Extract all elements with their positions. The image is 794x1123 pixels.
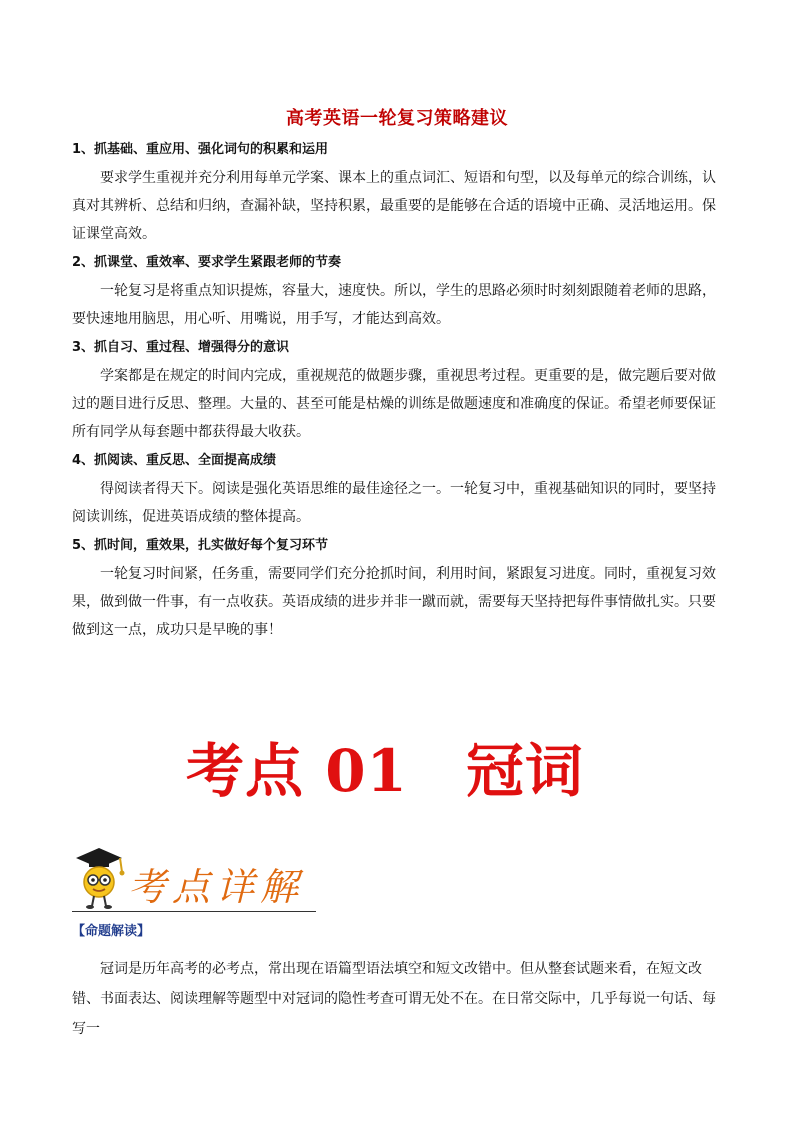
tip-1	[72, 136, 724, 248]
tip-body: 学案都是在规定的时间内完成，重视规范的做题步骤，重视思考过程。更重要的是，做完题后要对做过的题目进行反思、整理。大量的、甚至可能是枯燥的训练是做题速度和准确度的保证。希望老师要保证所有同学从每套题中都获得最大收获。	[72, 368, 716, 440]
tip-body: 得阅读者得天下。阅读是强化英语思维的最佳途径之一。一轮复习中，重视基础知识的同时，要坚持阅读训练，促进英语成绩的整体提高。	[72, 481, 716, 525]
tip-heading: 3、抓自习、重过程、增强得分的意识	[72, 340, 290, 355]
kaodian-number: 考点 01	[186, 737, 408, 805]
tip-body: 要求学生重视并充分利用每单元学案、课本上的重点词汇、短语和句型，以及每单元的综合训练，认真对其辨析、总结和归纳，查漏补缺，坚持积累，最重要的是能够在合适的语境中正确、灵活地运用。保证课堂高效。	[72, 170, 716, 242]
section-banner-text: 考点详解	[128, 865, 305, 909]
banner-underline	[72, 911, 316, 912]
tip-2	[72, 249, 724, 333]
tip-4	[72, 447, 724, 531]
tip-body: 一轮复习是将重点知识提炼，容量大，速度快。所以，学生的思路必须时时刻刻跟随着老师的思路，要快速地用脑思，用心听、用嘴说，用手写，才能达到高效。	[72, 283, 716, 327]
tip-heading: 5、抓时间，重效果，扎实做好每个复习环节	[72, 538, 329, 553]
kaodian-name: 冠词	[465, 737, 584, 805]
mingti-label: 【命题解读】	[72, 924, 151, 939]
section-banner	[72, 828, 316, 914]
tip-heading: 2、抓课堂、重效率、要求学生紧跟老师的节奏	[72, 255, 342, 270]
document-title: 高考英语一轮复习策略建议	[286, 108, 508, 129]
tip-3	[72, 334, 724, 446]
tip-heading: 1、抓基础、重应用、强化词句的积累和运用	[72, 142, 329, 157]
study-tips	[72, 136, 724, 645]
mingti-body: 冠词是历年高考的必考点，常出现在语篇型语法填空和短文改错中。但从整套试题来看，在短文改错、书面表达、阅读理解等题型中对冠词的隐性考查可谓无处不在。在日常交际中，几乎每说一句话、每写一	[72, 961, 716, 1037]
tip-heading: 4、抓阅读、重反思、全面提高成绩	[72, 453, 277, 468]
graduate-mascot-icon	[72, 846, 126, 910]
tip-body: 一轮复习时间紧，任务重，需要同学们充分抢抓时间，利用时间，紧跟复习进度。同时，重视复习效果，做到做一件事，有一点收获。英语成绩的进步并非一蹴而就，需要每天坚持把每件事情做扎实。只要做到这一点，成功只是早晚的事！	[72, 566, 716, 638]
tip-5	[72, 532, 724, 644]
kaodian-title	[186, 724, 584, 808]
